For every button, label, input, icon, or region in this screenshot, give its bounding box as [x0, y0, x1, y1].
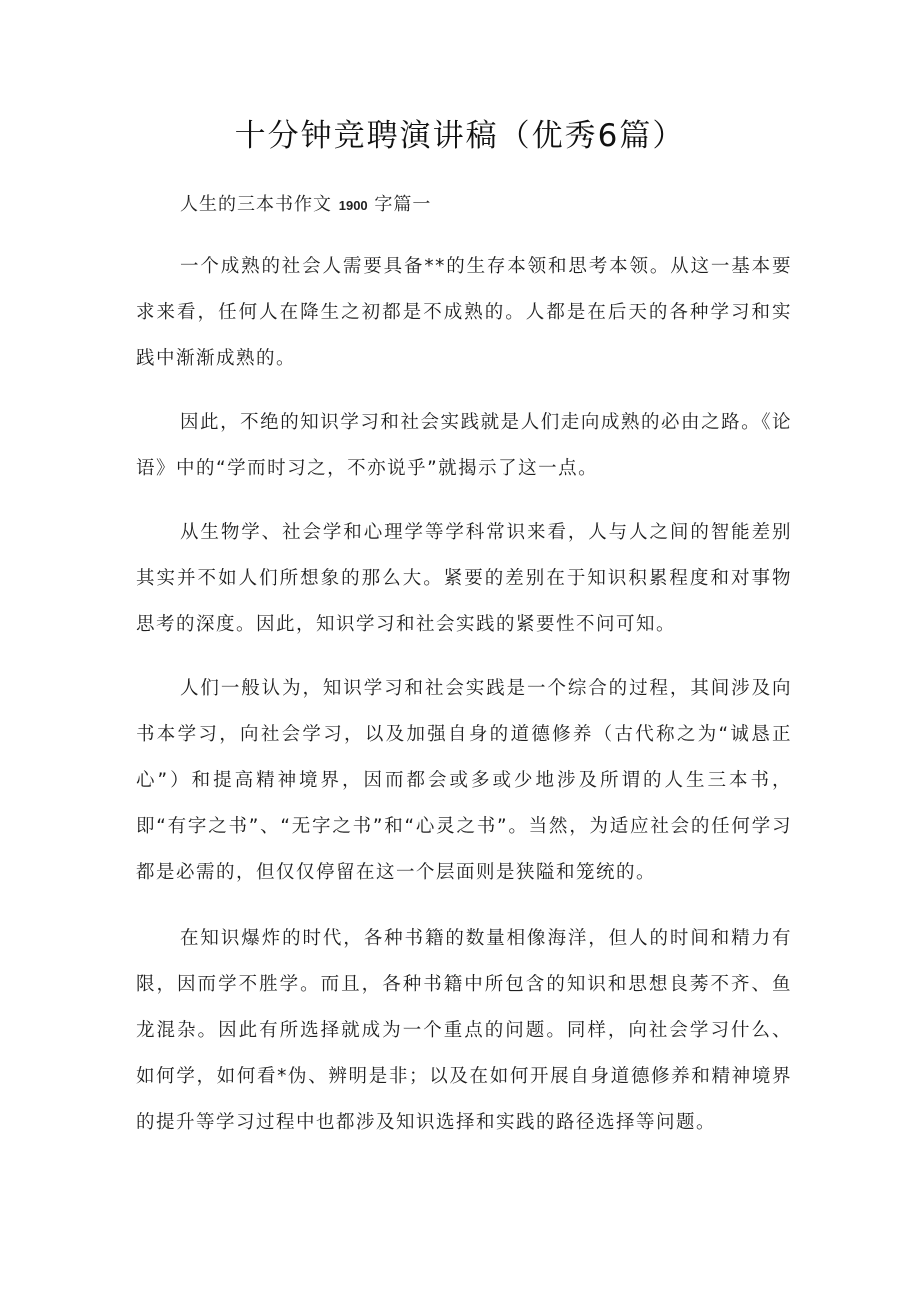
section-heading-prefix: 人生的三本书作文 — [180, 194, 339, 215]
section-heading-number: 1900 — [338, 198, 368, 213]
body-paragraph: 一个成熟的社会人需要具备**的生存本领和思考本领。从这一基本要求来看，任何人在降生之初都是不成熟的。人都是在后天的各种学习和实践中渐渐成熟的。 — [136, 256, 792, 369]
body-paragraph: 人们一般认为，知识学习和社会实践是一个综合的过程，其间涉及向书本学习，向社会学习，以及加强自身的道德修养（古代称之为“诚恳正心”）和提高精神境界，因而都会或多或少地涉及所谓的人生三本书，即“有字之书”、“无字之书”和“心灵之书”。当然，为适应社会的任何学习都是必需的，但仅仅停留在这一个层面则是狭隘和笼统的。 — [136, 678, 792, 883]
body-paragraph: 因此，不绝的知识学习和社会实践就是人们走向成熟的必由之路。《论语》中的“学而时习之，不亦说乎”就揭示了这一点。 — [136, 412, 792, 479]
page-title: 十分钟竞聘演讲稿（优秀6篇） — [234, 118, 686, 154]
section-heading-suffix: 字篇一 — [367, 194, 432, 215]
body-paragraph: 在知识爆炸的时代，各种书籍的数量相像海洋，但人的时间和精力有限，因而学不胜学。而且，各种书籍中所包含的知识和思想良莠不齐、鱼龙混杂。因此有所选择就成为一个重点的问题。同样，向社会学习什么、如何学，如何看*伪、辨明是非；以及在如何开展自身道德修养和精神境界的提升等学习过程中也都涉及知识选择和实践的路径选择等问题。 — [136, 928, 792, 1133]
section-heading — [180, 191, 431, 220]
body-paragraph: 从生物学、社会学和心理学等学科常识来看，人与人之间的智能差别其实并不如人们所想象的那么大。紧要的差别在于知识积累程度和对事物思考的深度。因此，知识学习和社会实践的紧要性不问可知。 — [136, 522, 792, 635]
